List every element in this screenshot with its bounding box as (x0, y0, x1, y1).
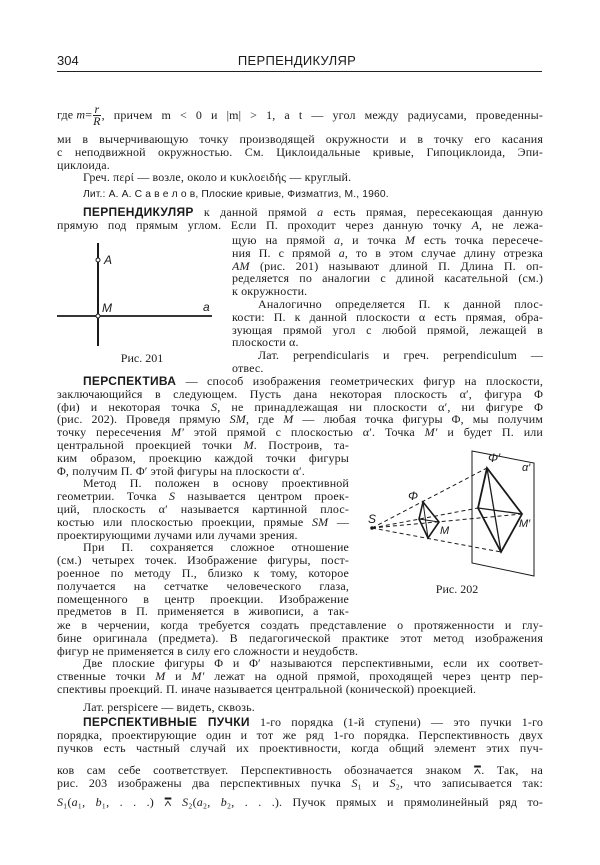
running-title: ПЕРПЕНДИКУЛЯР (237, 53, 357, 68)
greek-etymology (57, 171, 543, 184)
label-a: a (203, 300, 210, 314)
text-line: отвес. (232, 361, 264, 375)
text-line: S₁(a₁, b₁, . . .) ⩞ S₂(a₂, b₂, . . .). Пучок прямых и прямолинейный ряд то- (57, 796, 543, 809)
text-line: Лат. perspicere — видеть, сквозь. (83, 701, 255, 714)
text-line: роенное по методу П., близко к тому, которое (57, 566, 349, 580)
text-line: ким образом, проекцию каждой точки фигуры (57, 451, 349, 465)
text-line: фигур не применяется в силу его сложности и неудобств. (57, 644, 359, 658)
text-line: зующая прямой угол с любой прямой, лежащей в (232, 323, 543, 337)
figure-202-caption: Рис. 202 (435, 582, 479, 596)
figure-201-caption: Рис. 201 (120, 351, 164, 365)
text-line: ций, плоскость α′ называется картинной плос- (57, 502, 349, 516)
text-line: Φ, получим П. Φ′ этой фигуры на плоскости α′. (57, 464, 305, 478)
text-line: с неподвижной окружностью. См. Циклоидальные кривые, Гипоциклоида, Эпи- (57, 145, 543, 159)
figure-phi (419, 502, 439, 538)
text-line: ственные точки M и M′ лежат на одной прямой, проходящей через центр пер- (57, 670, 543, 683)
text-line: циклоида. (57, 158, 110, 172)
text-line: проектирующими лучами или лучами зрения. (57, 528, 298, 542)
perspective-etymology (57, 701, 543, 714)
text-line: ПЕРСПЕКТИВА — способ изображения геометрических фигур на плоскости, (83, 375, 543, 388)
page-number: 304 (57, 53, 79, 68)
entry-perspective-left-column (57, 439, 349, 618)
formula-prefix: где m= $\frac{r}{R}$ (57, 102, 101, 128)
label-S: S (368, 512, 377, 526)
text-line: заключающийся в следующем. Пусть дана некоторая плоскость α′, фигура Φ (57, 387, 543, 401)
label-M-prime: M′ (519, 518, 531, 530)
text-line: (рис. 202). Проведя прямую SM, где M — любая точка фигуры Φ, мы получим (57, 413, 543, 427)
text-line: помещенного в центр проекции. Изображение (57, 592, 349, 606)
text-line: плоскости α. (232, 336, 299, 350)
text-line: предметов в П. применяется в живописи, а так- (57, 605, 349, 619)
figure-phi-prime (478, 468, 522, 552)
text-line: ределяется по аналогии с длиной касательной (см.) (232, 272, 543, 286)
label-alpha-prime: α′ (522, 462, 531, 474)
text-line: же в черчении, когда требуется создать представление о протяженности и глу- (57, 619, 543, 632)
text-line: Лит.: А. А. С а в е л о в, Плоские кривые, Физматгиз, М., 1960. (83, 189, 389, 200)
entry-perpendicular (57, 206, 543, 232)
formula-rest: , причем m < 0 и |m| > 1, а t — угол между радиусами, проведенны- (101, 108, 543, 123)
entry-perspective-pencils-continued (57, 764, 543, 790)
text-line: Две плоские фигуры Φ и Φ′ называются перспективными, если их соответ- (83, 657, 543, 671)
text-line: получается на сетчатке человеческого глаза, (57, 579, 349, 593)
picture-plane (472, 451, 534, 576)
text-line: Аналогично определяется П. к данной плос- (258, 297, 543, 311)
text-line: бине оригинала (предмета). В педагогической практике этот метод изображения (57, 631, 543, 645)
text-line: к окружности. (232, 285, 308, 298)
text-line: (см.) четырех точек. Изображение фигуры, пост- (57, 554, 349, 567)
header-rule (57, 71, 542, 72)
fraction-r-over-R: $\frac{r}{R}$ (93, 102, 101, 128)
text-line: ми в вычерчивающую точку производящей окружности и в точку его касания (57, 133, 543, 146)
text-line: Греч. περί — возле, около и κυκλοειδής — круглый. (83, 171, 352, 184)
text-line: кости: П. к данной плоскости α есть прямая, обра- (232, 310, 543, 324)
text-line: AM (рис. 201) называют длиной П. Длина П. оп- (232, 259, 543, 273)
text-line: щую на прямой a, и точка M есть точка пересече- (232, 234, 543, 247)
label-M: M (440, 525, 450, 537)
label-phi: Φ (408, 489, 419, 503)
point-M (96, 314, 100, 318)
entry-perpendicular-continued (232, 234, 543, 375)
text-line: ков сам себе соответствует. Перспективность обозначается знаком ⩞. Так, на (57, 764, 543, 777)
formula-line (57, 104, 543, 127)
entry-perspective-pencils (57, 716, 543, 754)
text-line: ния П. с прямой a, то в этом случае длину отрезка (232, 246, 543, 260)
projection-rays (372, 468, 522, 552)
text-line: геометрии. Точка S называется центром проек- (57, 490, 349, 503)
text-line: точку пересечения M′ этой прямой с плоскостью α′. Точка M′ и будет П. или (57, 426, 543, 439)
text-line: прямую под прямым углом. Если П. проходит через данную точку A, не лежа- (57, 218, 543, 232)
text-line: центральной проекцией точки M. Построив, та- (57, 439, 349, 452)
text-line: (фи) и некоторая точка S, не принадлежащая ни плоскости α′, ни фигуре Φ (57, 400, 543, 414)
text-line: ПЕРСПЕКТИВНЫЕ ПУЧКИ 1-го порядка (1-й ступени) — это пучки 1-го (83, 716, 543, 729)
label-M: M (102, 301, 112, 315)
text-line: При П. сохраняется сложное отношение (83, 541, 349, 555)
text-line: костью или плоскостью проекции, прямые SM — (57, 515, 349, 529)
entry-perspective-continued (57, 619, 543, 696)
label-phi-prime: Φ′ (488, 451, 501, 465)
text-line: Метод П. положен в основу проективной (83, 477, 349, 491)
text-line: спективы проекций. П. иначе называется центральной (конической) проекцией. (57, 682, 477, 696)
text-line: Лат. perpendicularis и греч. perpendiculum — (258, 349, 543, 362)
text-line: ПЕРПЕНДИКУЛЯР к данной прямой a есть прямая, пересекающая данную (83, 206, 543, 219)
label-A: A (104, 253, 113, 267)
literature-reference (57, 189, 543, 202)
cycloid-paragraph (57, 133, 543, 171)
point-A (96, 258, 100, 262)
perspectivity-formula-line (57, 796, 543, 809)
point-S (370, 526, 374, 530)
text-line: рис. 203 изображены два перспективных пучка S₁ и S₂, что записывается так: (57, 776, 543, 790)
text-line: порядка, проектирующие один и тот же ряд 1-го порядка. Перспективность двух (57, 728, 543, 742)
text-line: пучков есть частный случай их проективности, когда общий элемент этих пуч- (57, 741, 543, 755)
entry-perspective (57, 375, 543, 439)
